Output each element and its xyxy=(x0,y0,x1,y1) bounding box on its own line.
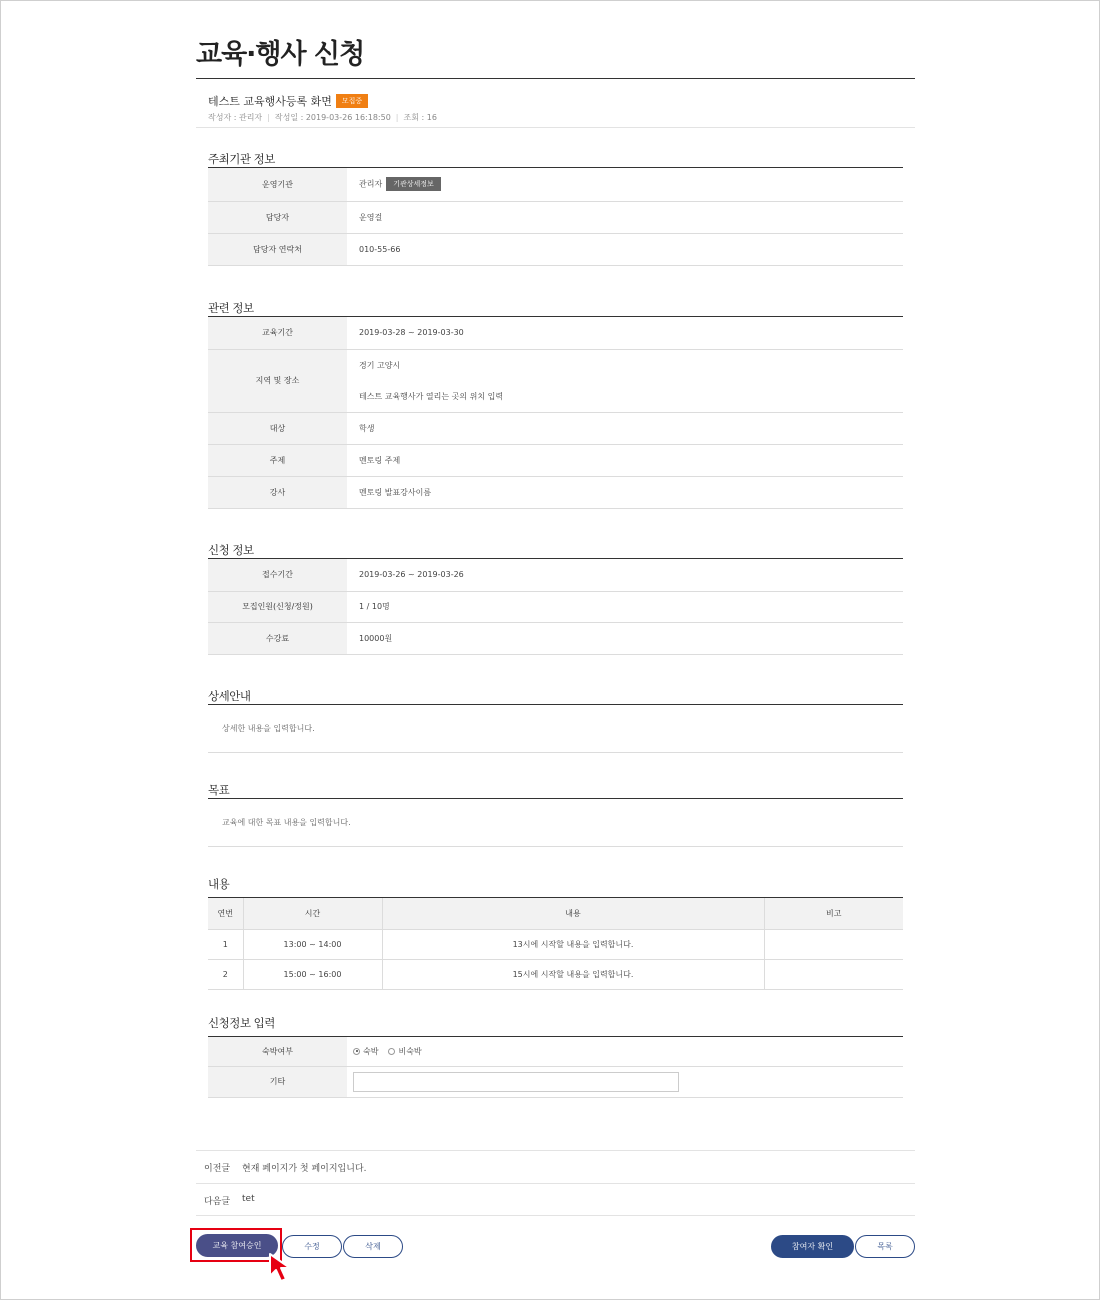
col-header: 연번 xyxy=(208,898,243,929)
cell-content: 13시에 시작할 내용을 입력합니다. xyxy=(382,929,764,959)
goal-section xyxy=(208,782,903,847)
row-value: 010-55-66 xyxy=(347,233,903,265)
table-row xyxy=(208,1037,903,1066)
post-views: 조회 : 16 xyxy=(403,113,437,122)
row-label: 지역 및 장소 xyxy=(208,349,347,412)
row-label: 대상 xyxy=(208,412,347,444)
table-row xyxy=(208,201,903,233)
detail-section xyxy=(208,688,903,753)
list-button[interactable]: 목록 xyxy=(855,1235,915,1258)
row-value: 1 / 10명 xyxy=(347,591,903,622)
apply-form-table xyxy=(208,1037,903,1098)
schedule-table xyxy=(208,898,903,990)
post-title: 테스트 교육행사등록 화면 xyxy=(208,94,332,108)
table-row xyxy=(208,349,903,412)
post-divider xyxy=(196,127,915,128)
section-title: 목표 xyxy=(208,783,230,797)
row-label: 담당자 xyxy=(208,201,347,233)
next-value[interactable]: tet xyxy=(242,1194,255,1204)
lodging-options xyxy=(347,1037,903,1066)
cell-note xyxy=(764,929,903,959)
row-label: 강사 xyxy=(208,476,347,508)
table-row xyxy=(208,1066,903,1097)
location-region: 경기 고양시 xyxy=(359,360,401,370)
org-detail-button[interactable]: 기관상세정보 xyxy=(386,177,441,191)
content-section xyxy=(208,876,903,990)
section-title: 내용 xyxy=(208,877,230,891)
related-info-table xyxy=(208,317,903,509)
table-row xyxy=(208,317,903,349)
row-value: 멘토링 주제 xyxy=(347,444,903,476)
meta-separator: | xyxy=(395,113,399,122)
table-row xyxy=(208,591,903,622)
col-header: 내용 xyxy=(382,898,764,929)
row-label: 운영기관 xyxy=(208,168,347,201)
cursor-arrow-icon xyxy=(268,1252,298,1286)
col-header: 시간 xyxy=(243,898,382,929)
row-label: 수강료 xyxy=(208,622,347,654)
edit-button[interactable]: 수정 xyxy=(282,1235,342,1258)
row-value xyxy=(347,168,903,201)
row-label: 교육기간 xyxy=(208,317,347,349)
location-place: 테스트 교육행사가 열리는 곳의 위치 입력 xyxy=(359,391,504,401)
prev-label: 이전글 xyxy=(204,1164,231,1174)
section-title: 신청 정보 xyxy=(208,543,254,557)
table-row xyxy=(208,929,903,959)
row-value: 멘토링 발표강사이름 xyxy=(347,476,903,508)
cell-time: 13:00 ~ 14:00 xyxy=(243,929,382,959)
delete-button[interactable]: 삭제 xyxy=(343,1235,403,1258)
host-info-section xyxy=(208,151,903,266)
cell-note xyxy=(764,959,903,989)
title-divider xyxy=(196,78,915,79)
row-value: 10000원 xyxy=(347,622,903,654)
apply-info-section xyxy=(208,542,903,655)
post-author: 작성자 : 관리자 xyxy=(208,113,263,122)
row-value: 학생 xyxy=(347,412,903,444)
operator-name: 관리자 xyxy=(359,179,383,189)
row-label: 모집인원(신청/정원) xyxy=(208,591,347,622)
post-meta xyxy=(208,112,437,123)
radio-stay-label[interactable]: 숙박 xyxy=(363,1046,379,1056)
detail-text: 상세한 내용을 입력합니다. xyxy=(208,705,903,753)
cell-content: 15시에 시작할 내용을 입력합니다. xyxy=(382,959,764,989)
section-title: 주최기관 정보 xyxy=(208,152,275,166)
section-title: 신청정보 입력 xyxy=(208,1016,275,1030)
cell-no: 2 xyxy=(208,959,243,989)
table-row xyxy=(208,476,903,508)
table-row xyxy=(208,412,903,444)
cell-no: 1 xyxy=(208,929,243,959)
row-value: 운영걸 xyxy=(347,201,903,233)
row-value xyxy=(347,349,903,412)
prev-value: 현재 페이지가 첫 페이지입니다. xyxy=(242,1164,367,1174)
goal-text: 교육에 대한 목표 내용을 입력합니다. xyxy=(208,799,903,847)
related-info-section xyxy=(208,300,903,509)
table-row xyxy=(208,959,903,989)
check-participants-button[interactable]: 참여자 확인 xyxy=(771,1235,854,1258)
next-label: 다음글 xyxy=(204,1197,231,1207)
section-title: 상세안내 xyxy=(208,689,251,703)
row-value: 2019-03-28 ~ 2019-03-30 xyxy=(347,317,903,349)
row-label: 담당자 연락처 xyxy=(208,233,347,265)
table-row xyxy=(208,444,903,476)
post-date: 작성일 : 2019-03-26 16:18:50 xyxy=(274,113,391,122)
approve-participation-button[interactable]: 교육 참여승인 xyxy=(196,1234,278,1257)
row-value: 2019-03-26 ~ 2019-03-26 xyxy=(347,559,903,591)
table-row xyxy=(208,168,903,201)
row-label: 주제 xyxy=(208,444,347,476)
post-header xyxy=(208,90,437,123)
prev-post-row[interactable] xyxy=(196,1150,915,1183)
table-row xyxy=(208,233,903,265)
etc-input[interactable] xyxy=(353,1072,679,1092)
row-label: 기타 xyxy=(208,1066,347,1097)
table-row xyxy=(208,622,903,654)
host-info-table xyxy=(208,168,903,266)
radio-nostay[interactable] xyxy=(388,1048,395,1055)
row-label: 접수기간 xyxy=(208,559,347,591)
apply-info-table xyxy=(208,559,903,655)
radio-stay[interactable] xyxy=(353,1048,360,1055)
table-row xyxy=(208,559,903,591)
col-header: 비고 xyxy=(764,898,903,929)
row-label: 숙박여부 xyxy=(208,1037,347,1066)
etc-cell xyxy=(347,1066,903,1097)
cell-time: 15:00 ~ 16:00 xyxy=(243,959,382,989)
table-header-row xyxy=(208,898,903,929)
section-title: 관련 정보 xyxy=(208,301,254,315)
meta-separator: | xyxy=(267,113,270,122)
page-title: 교육·행사 신청 xyxy=(196,39,365,70)
radio-nostay-label[interactable]: 비숙박 xyxy=(398,1046,422,1056)
status-badge: 모집중 xyxy=(336,94,368,108)
apply-form-section xyxy=(208,1015,903,1098)
next-post-row[interactable] xyxy=(196,1183,915,1216)
